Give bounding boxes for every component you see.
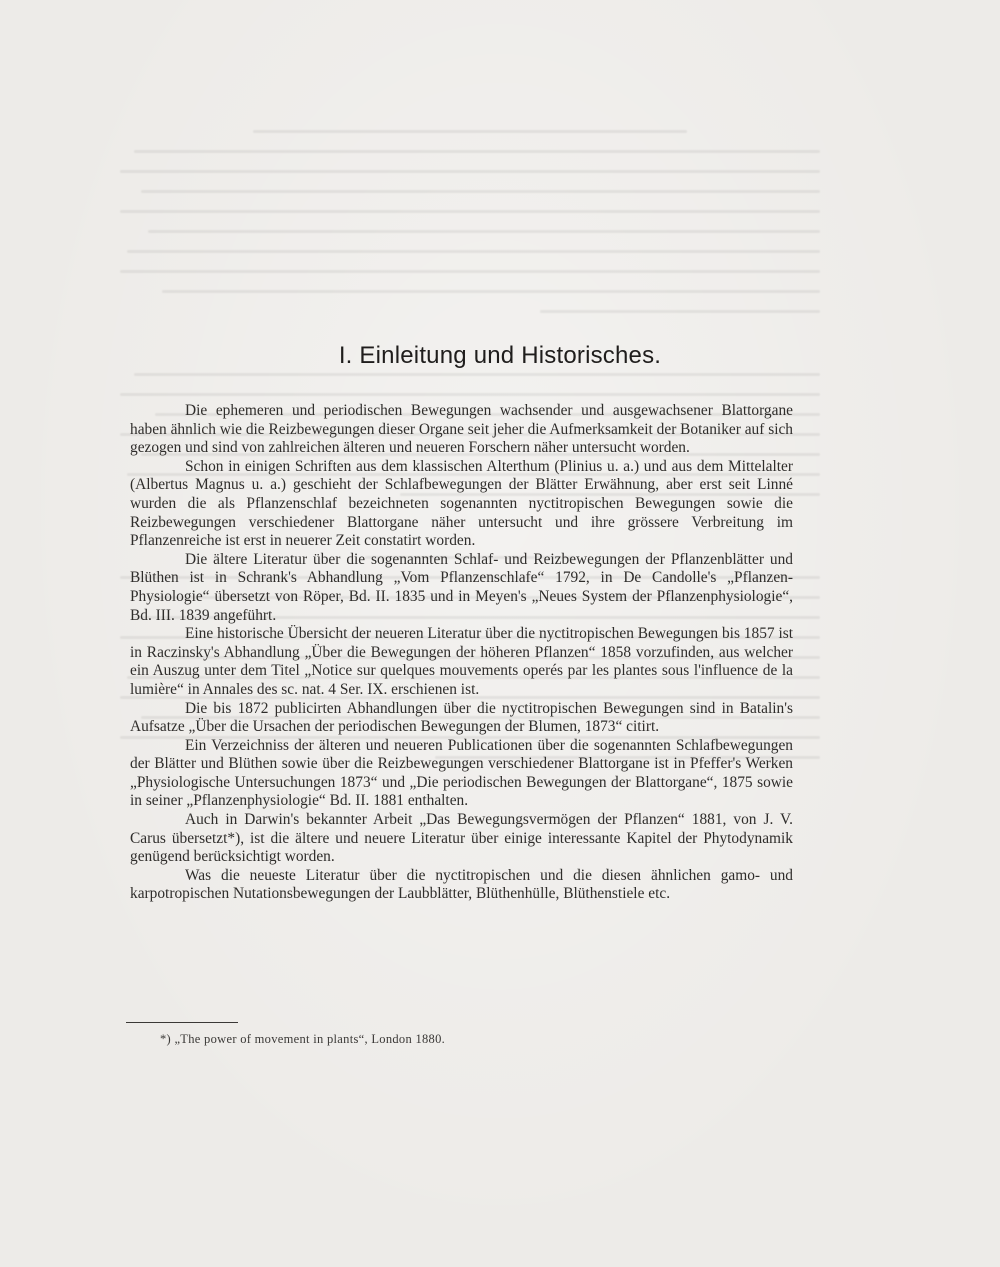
footnote-divider — [126, 1022, 238, 1023]
paragraph: Die bis 1872 publicirten Abhandlungen über die nyctitropischen Bewegungen sind in Batalin's Aufsatze „Über die Ursachen der periodischen Bewegungen der Blumen, 1873“ citirt. — [130, 699, 793, 736]
paragraph: Schon in einigen Schriften aus dem klassischen Alterthum (Plinius u. a.) und aus dem Mittelalter (Albertus Magnus u. a.) geschieht der Schlafbewegungen der Blätter Erwähnung, aber erst seit Linné wurden die als Pflanzenschlaf bezeichneten sogenannten nyctitropischen Bewegungen sowie die Reizbewegungen verschiedener Blattorgane näher untersucht und ihre grössere Verbreitung im Pflanzenreiche ist erst in neuerer Zeit constatirt worden. — [130, 457, 793, 550]
body-text — [130, 402, 793, 904]
chapter-heading: I. Einleitung und Historisches. — [338, 342, 662, 369]
paragraph: Ein Verzeichniss der älteren und neueren Publicationen über die sogenannten Schlafbewegungen der Blätter und Blüthen sowie über die Reizbewegungen verschiedener Blattorgane ist in Pfeffer's Werken „Physiologische Untersuchungen 1873“ und „Die periodischen Bewegungen der Blattorgane“, 1875 sowie in seiner „Pflanzenphysiologie“ Bd. II. 1881 enthalten. — [130, 736, 793, 810]
paragraph: Die ältere Literatur über die sogenannten Schlaf- und Reizbewegungen der Pflanzenblätter und Blüthen ist in Schrank's Abhandlung „Vom Pflanzenschlafe“ 1792, in De Candolle's „Pflanzen-Physiologie“ übersetzt von Röper, Bd. II. 1835 und in Meyen's „Neues System der Pflanzenphysiologie“, Bd. III. 1839 angeführt. — [130, 550, 793, 624]
paragraph: Eine historische Übersicht der neueren Literatur über die nyctitropischen Bewegungen bis 1857 ist in Raczinsky's Abhandlung „Über die Bewegungen der höheren Pflanzen“ 1858 vorzufinden, aus welcher ein Auszug unter dem Titel „Notice sur quelques mouvements operés par les plantes sous l'influence de la lumière“ in Annales des sc. nat. 4 Ser. IX. erschienen ist. — [130, 625, 793, 698]
footnote: *) „The power of movement in plants“, London 1880. — [160, 1032, 446, 1046]
paragraph: Auch in Darwin's bekannter Arbeit „Das Bewegungsvermögen der Pflanzen“ 1881, von J. V. Carus übersetzt*), ist die ältere und neuere Literatur über einige interessante Kapitel der Phytodynamik genügend berücksichtigt worden. — [130, 811, 793, 866]
paragraph: Was die neueste Literatur über die nyctitropischen und die diesen ähnlichen gamo- und karpotropischen Nutationsbewegungen der Laubblätter, Blüthenhülle, Blüthenstiele etc. — [130, 866, 793, 903]
paragraph: Die ephemeren und periodischen Bewegungen wachsender und ausgewachsener Blattorgane haben ähnlich wie die Reizbewegungen dieser Organe seit jeher die Aufmerksamkeit der Botaniker auf sich gezogen und sind von zahlreichen älteren und neueren Forschern näher untersucht worden. — [130, 402, 793, 457]
